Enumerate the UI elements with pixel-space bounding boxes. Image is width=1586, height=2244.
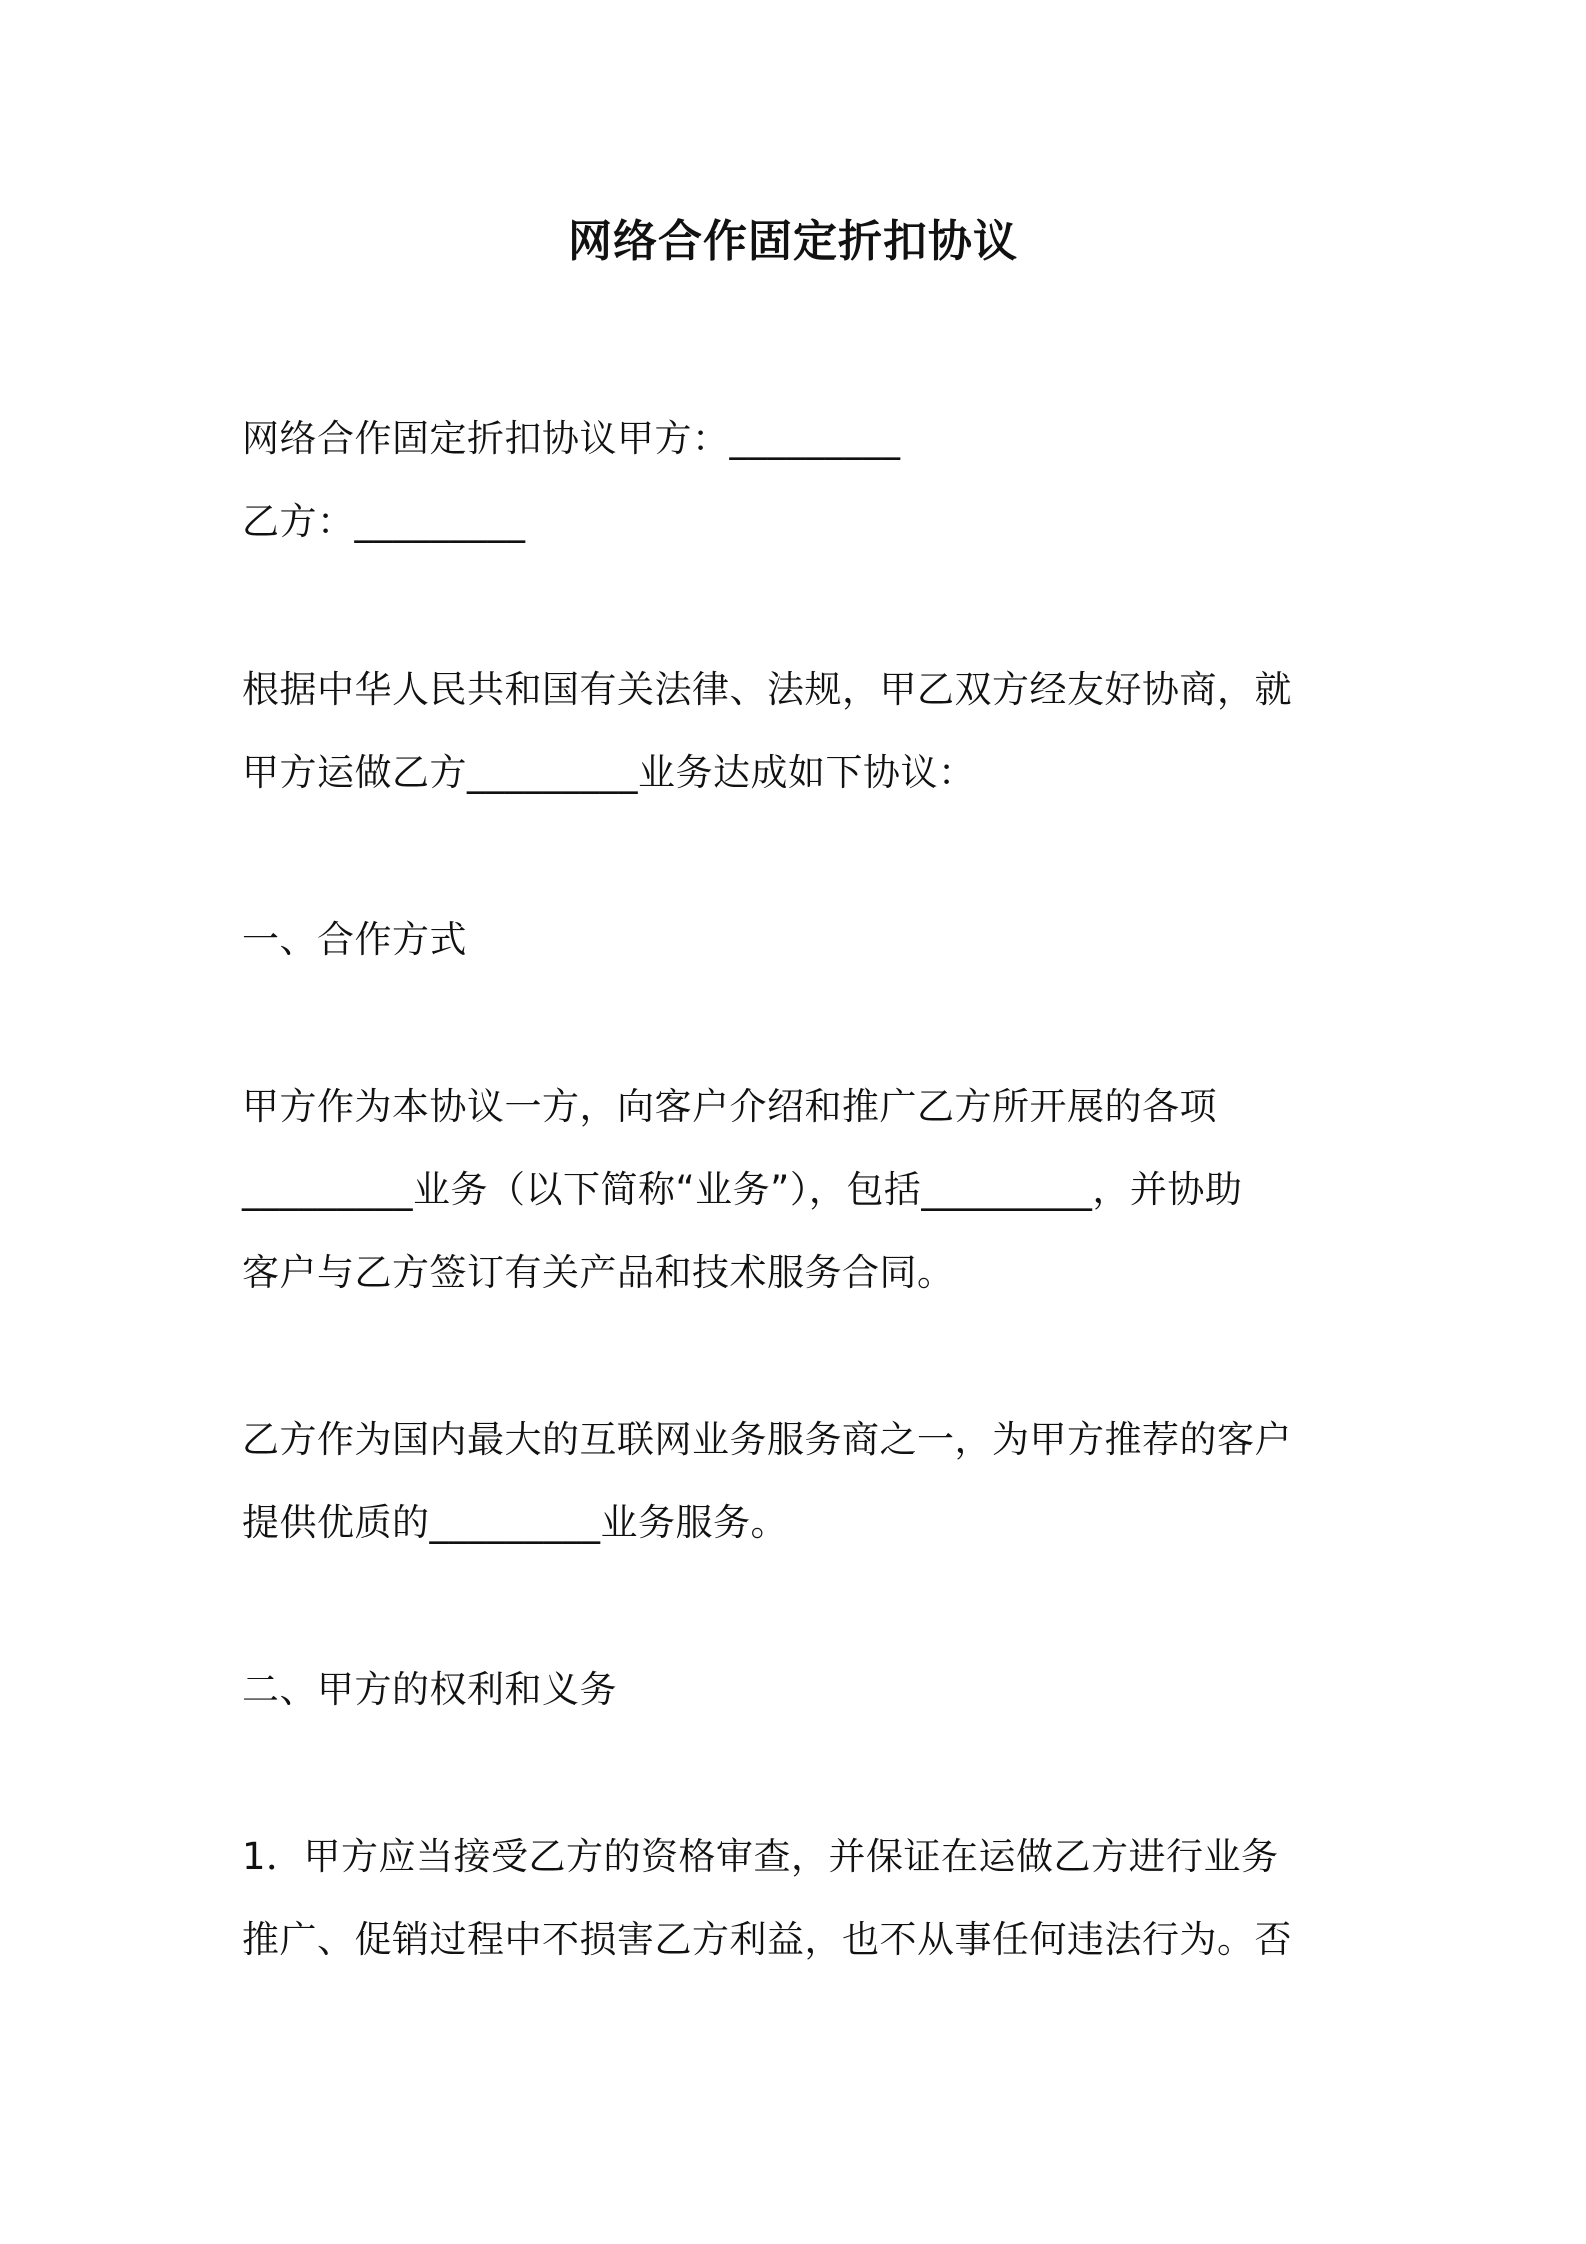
section-1-heading: 一、合作方式 [242, 918, 467, 961]
section-1-para-1-line-1: 甲方作为本协议一方，向客户介绍和推广乙方所开展的各项 [242, 1085, 1217, 1128]
section-1-para-1-line-3: 客户与乙方签订有关产品和技术服务合同。 [242, 1251, 955, 1294]
document-title: 网络合作固定折扣协议 [568, 216, 1018, 267]
section-1-para-2-line-2: 提供优质的_________业务服务。 [242, 1501, 788, 1544]
preamble-line-1: 根据中华人民共和国有关法律、法规，甲乙双方经友好协商，就 [242, 668, 1292, 711]
party-b-line: 乙方：_________ [242, 500, 526, 543]
section-2-item-1-line-1: 1．甲方应当接受乙方的资格审查，并保证在运做乙方进行业务 [242, 1835, 1279, 1878]
preamble-line-2: 甲方运做乙方_________业务达成如下协议： [242, 751, 976, 794]
party-a-line: 网络合作固定折扣协议甲方：_________ [242, 417, 901, 460]
section-1-para-2-line-1: 乙方作为国内最大的互联网业务服务商之一，为甲方推荐的客户 [242, 1418, 1292, 1461]
section-2-heading: 二、甲方的权利和义务 [242, 1668, 617, 1711]
section-2-item-1-line-2: 推广、促销过程中不损害乙方利益，也不从事任何违法行为。否 [242, 1918, 1292, 1961]
section-1-para-1-line-2: _________业务（以下简称“业务”），包括_________，并协助 [242, 1168, 1243, 1211]
